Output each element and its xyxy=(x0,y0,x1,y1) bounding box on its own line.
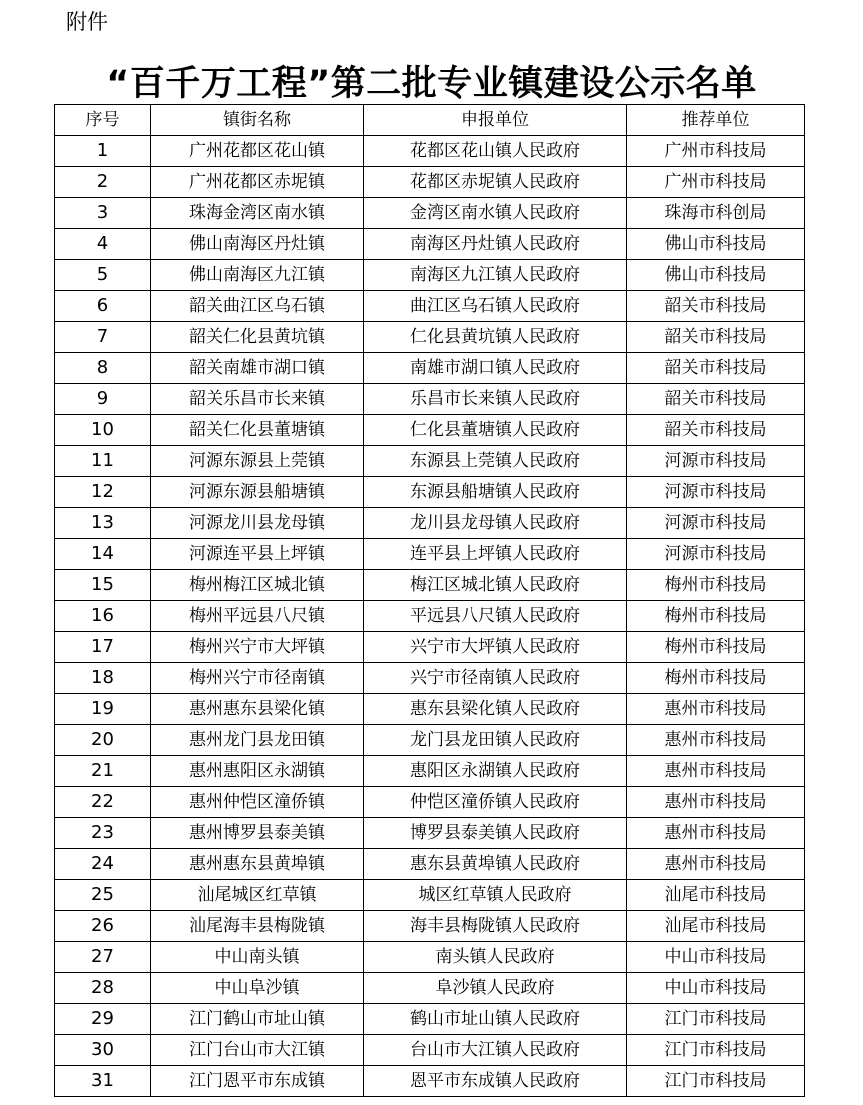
cell-town-name: 广州花都区赤坭镇 xyxy=(151,167,364,198)
cell-town-name: 韶关南雄市湖口镇 xyxy=(151,353,364,384)
cell-applicant: 龙川县龙母镇人民政府 xyxy=(364,508,627,539)
cell-recommender: 中山市科技局 xyxy=(627,942,805,973)
cell-index: 1 xyxy=(55,136,151,167)
cell-town-name: 河源龙川县龙母镇 xyxy=(151,508,364,539)
cell-index: 22 xyxy=(55,787,151,818)
cell-applicant: 台山市大江镇人民政府 xyxy=(364,1035,627,1066)
table-row xyxy=(55,570,805,601)
cell-index: 28 xyxy=(55,973,151,1004)
table-row xyxy=(55,818,805,849)
cell-recommender: 梅州市科技局 xyxy=(627,601,805,632)
cell-applicant: 东源县上莞镇人民政府 xyxy=(364,446,627,477)
cell-index: 27 xyxy=(55,942,151,973)
table-row xyxy=(55,1004,805,1035)
cell-index: 17 xyxy=(55,632,151,663)
cell-applicant: 城区红草镇人民政府 xyxy=(364,880,627,911)
cell-recommender: 韶关市科技局 xyxy=(627,353,805,384)
table-row xyxy=(55,508,805,539)
cell-recommender: 广州市科技局 xyxy=(627,167,805,198)
cell-recommender: 河源市科技局 xyxy=(627,477,805,508)
cell-town-name: 河源东源县上莞镇 xyxy=(151,446,364,477)
table-row xyxy=(55,322,805,353)
cell-recommender: 韶关市科技局 xyxy=(627,322,805,353)
table-row xyxy=(55,756,805,787)
cell-recommender: 韶关市科技局 xyxy=(627,415,805,446)
cell-index: 13 xyxy=(55,508,151,539)
table-row xyxy=(55,136,805,167)
table-row xyxy=(55,446,805,477)
town-list-table xyxy=(54,104,805,1097)
cell-index: 6 xyxy=(55,291,151,322)
cell-town-name: 梅州兴宁市径南镇 xyxy=(151,663,364,694)
cell-recommender: 惠州市科技局 xyxy=(627,725,805,756)
table-row xyxy=(55,167,805,198)
table-row xyxy=(55,539,805,570)
cell-applicant: 阜沙镇人民政府 xyxy=(364,973,627,1004)
cell-town-name: 韶关仁化县黄坑镇 xyxy=(151,322,364,353)
table-row xyxy=(55,1035,805,1066)
table-row xyxy=(55,291,805,322)
cell-index: 30 xyxy=(55,1035,151,1066)
cell-applicant: 梅江区城北镇人民政府 xyxy=(364,570,627,601)
cell-town-name: 汕尾城区红草镇 xyxy=(151,880,364,911)
cell-applicant: 南雄市湖口镇人民政府 xyxy=(364,353,627,384)
cell-index: 7 xyxy=(55,322,151,353)
header-applicant: 申报单位 xyxy=(364,105,627,136)
cell-recommender: 珠海市科创局 xyxy=(627,198,805,229)
cell-applicant: 花都区赤坭镇人民政府 xyxy=(364,167,627,198)
cell-town-name: 江门鹤山市址山镇 xyxy=(151,1004,364,1035)
header-recommender: 推荐单位 xyxy=(627,105,805,136)
cell-applicant: 平远县八尺镇人民政府 xyxy=(364,601,627,632)
cell-applicant: 惠东县黄埠镇人民政府 xyxy=(364,849,627,880)
table-row xyxy=(55,973,805,1004)
cell-index: 16 xyxy=(55,601,151,632)
table-row xyxy=(55,601,805,632)
cell-applicant: 惠东县梁化镇人民政府 xyxy=(364,694,627,725)
cell-applicant: 仁化县董塘镇人民政府 xyxy=(364,415,627,446)
cell-recommender: 中山市科技局 xyxy=(627,973,805,1004)
cell-applicant: 南海区九江镇人民政府 xyxy=(364,260,627,291)
cell-index: 15 xyxy=(55,570,151,601)
cell-index: 25 xyxy=(55,880,151,911)
cell-index: 29 xyxy=(55,1004,151,1035)
cell-recommender: 汕尾市科技局 xyxy=(627,880,805,911)
table-row xyxy=(55,880,805,911)
cell-recommender: 河源市科技局 xyxy=(627,508,805,539)
cell-index: 24 xyxy=(55,849,151,880)
table-row xyxy=(55,911,805,942)
cell-applicant: 花都区花山镇人民政府 xyxy=(364,136,627,167)
cell-index: 4 xyxy=(55,229,151,260)
table-header-row xyxy=(55,105,805,136)
cell-applicant: 南头镇人民政府 xyxy=(364,942,627,973)
cell-index: 31 xyxy=(55,1066,151,1097)
cell-index: 8 xyxy=(55,353,151,384)
attachment-label: 附件 xyxy=(66,10,108,34)
cell-town-name: 广州花都区花山镇 xyxy=(151,136,364,167)
cell-index: 12 xyxy=(55,477,151,508)
cell-recommender: 江门市科技局 xyxy=(627,1004,805,1035)
table-row xyxy=(55,1066,805,1097)
page-title: “百千万工程”第二批专业镇建设公示名单 xyxy=(106,64,757,104)
cell-index: 21 xyxy=(55,756,151,787)
cell-town-name: 惠州惠东县黄埠镇 xyxy=(151,849,364,880)
cell-applicant: 博罗县泰美镇人民政府 xyxy=(364,818,627,849)
cell-index: 11 xyxy=(55,446,151,477)
table-body xyxy=(55,136,805,1097)
cell-recommender: 佛山市科技局 xyxy=(627,260,805,291)
cell-recommender: 河源市科技局 xyxy=(627,539,805,570)
cell-applicant: 曲江区乌石镇人民政府 xyxy=(364,291,627,322)
cell-index: 5 xyxy=(55,260,151,291)
cell-recommender: 惠州市科技局 xyxy=(627,818,805,849)
cell-town-name: 江门恩平市东成镇 xyxy=(151,1066,364,1097)
table-row xyxy=(55,725,805,756)
cell-town-name: 惠州博罗县泰美镇 xyxy=(151,818,364,849)
cell-recommender: 惠州市科技局 xyxy=(627,849,805,880)
cell-town-name: 江门台山市大江镇 xyxy=(151,1035,364,1066)
cell-town-name: 中山南头镇 xyxy=(151,942,364,973)
cell-recommender: 梅州市科技局 xyxy=(627,570,805,601)
cell-applicant: 金湾区南水镇人民政府 xyxy=(364,198,627,229)
cell-recommender: 广州市科技局 xyxy=(627,136,805,167)
cell-town-name: 河源连平县上坪镇 xyxy=(151,539,364,570)
table-row xyxy=(55,260,805,291)
cell-recommender: 惠州市科技局 xyxy=(627,694,805,725)
cell-applicant: 海丰县梅陇镇人民政府 xyxy=(364,911,627,942)
cell-applicant: 连平县上坪镇人民政府 xyxy=(364,539,627,570)
cell-applicant: 仲恺区潼侨镇人民政府 xyxy=(364,787,627,818)
table-row xyxy=(55,477,805,508)
cell-recommender: 韶关市科技局 xyxy=(627,384,805,415)
cell-index: 14 xyxy=(55,539,151,570)
cell-applicant: 鹤山市址山镇人民政府 xyxy=(364,1004,627,1035)
cell-recommender: 汕尾市科技局 xyxy=(627,911,805,942)
cell-recommender: 梅州市科技局 xyxy=(627,632,805,663)
cell-applicant: 东源县船塘镇人民政府 xyxy=(364,477,627,508)
table-row xyxy=(55,632,805,663)
table-row xyxy=(55,787,805,818)
cell-town-name: 韶关曲江区乌石镇 xyxy=(151,291,364,322)
cell-town-name: 梅州平远县八尺镇 xyxy=(151,601,364,632)
cell-town-name: 佛山南海区丹灶镇 xyxy=(151,229,364,260)
cell-town-name: 佛山南海区九江镇 xyxy=(151,260,364,291)
cell-applicant: 恩平市东成镇人民政府 xyxy=(364,1066,627,1097)
cell-index: 10 xyxy=(55,415,151,446)
cell-applicant: 兴宁市大坪镇人民政府 xyxy=(364,632,627,663)
cell-recommender: 韶关市科技局 xyxy=(627,291,805,322)
cell-town-name: 惠州龙门县龙田镇 xyxy=(151,725,364,756)
cell-town-name: 河源东源县船塘镇 xyxy=(151,477,364,508)
cell-index: 3 xyxy=(55,198,151,229)
cell-recommender: 河源市科技局 xyxy=(627,446,805,477)
cell-recommender: 惠州市科技局 xyxy=(627,756,805,787)
cell-index: 2 xyxy=(55,167,151,198)
cell-index: 18 xyxy=(55,663,151,694)
cell-town-name: 汕尾海丰县梅陇镇 xyxy=(151,911,364,942)
table-row xyxy=(55,694,805,725)
cell-index: 19 xyxy=(55,694,151,725)
table-row xyxy=(55,415,805,446)
cell-town-name: 惠州仲恺区潼侨镇 xyxy=(151,787,364,818)
cell-applicant: 南海区丹灶镇人民政府 xyxy=(364,229,627,260)
cell-recommender: 佛山市科技局 xyxy=(627,229,805,260)
header-town-name: 镇街名称 xyxy=(151,105,364,136)
cell-index: 23 xyxy=(55,818,151,849)
cell-applicant: 龙门县龙田镇人民政府 xyxy=(364,725,627,756)
table-row xyxy=(55,198,805,229)
cell-town-name: 梅州梅江区城北镇 xyxy=(151,570,364,601)
cell-town-name: 惠州惠东县梁化镇 xyxy=(151,694,364,725)
cell-applicant: 乐昌市长来镇人民政府 xyxy=(364,384,627,415)
cell-applicant: 惠阳区永湖镇人民政府 xyxy=(364,756,627,787)
cell-recommender: 梅州市科技局 xyxy=(627,663,805,694)
table-row xyxy=(55,384,805,415)
cell-town-name: 梅州兴宁市大坪镇 xyxy=(151,632,364,663)
cell-applicant: 仁化县黄坑镇人民政府 xyxy=(364,322,627,353)
cell-index: 26 xyxy=(55,911,151,942)
cell-town-name: 惠州惠阳区永湖镇 xyxy=(151,756,364,787)
cell-town-name: 韶关乐昌市长来镇 xyxy=(151,384,364,415)
table-row xyxy=(55,353,805,384)
table-row xyxy=(55,229,805,260)
cell-applicant: 兴宁市径南镇人民政府 xyxy=(364,663,627,694)
cell-town-name: 中山阜沙镇 xyxy=(151,973,364,1004)
cell-index: 20 xyxy=(55,725,151,756)
cell-town-name: 珠海金湾区南水镇 xyxy=(151,198,364,229)
cell-town-name: 韶关仁化县董塘镇 xyxy=(151,415,364,446)
table-row xyxy=(55,663,805,694)
table-row xyxy=(55,942,805,973)
header-index: 序号 xyxy=(55,105,151,136)
table-row xyxy=(55,849,805,880)
cell-recommender: 江门市科技局 xyxy=(627,1066,805,1097)
cell-index: 9 xyxy=(55,384,151,415)
cell-recommender: 江门市科技局 xyxy=(627,1035,805,1066)
cell-recommender: 惠州市科技局 xyxy=(627,787,805,818)
